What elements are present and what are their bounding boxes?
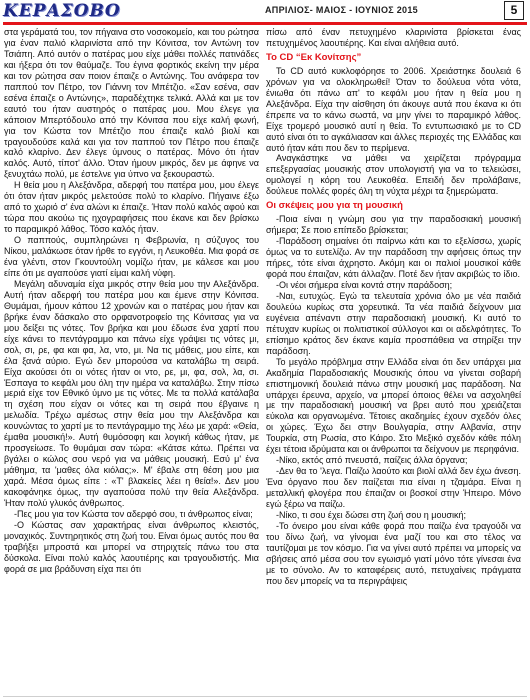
left-paragraph-3: Ο παππούς, συμπληρώνει η Φεβρωνία, η σύζυγος του Νίκου, μαλάκωσε όταν ήρθε το εγγόνι, η Λευκοθέα. Μια φορά σε ένα γλέντι, στον Γκουντούλη νομίζω ήταν, με κάλεσε και μου είπε ότι με αγαπούσε γιατί είμαι καλή νύφη. <box>4 235 259 278</box>
left-column <box>4 27 259 695</box>
thoughts-paragraph-9: -Το όνειρο μου είναι κάθε φορά που παίζω ένα τραγούδι να του δίνω ζωή, να γίνομαι ένα μαζί του και στο τέλος να ταυτίζομαι με τον κόσμο. Για να γίνει αυτό πρέπει να μπορείς να σβήσεις από μέσα σου τον εγωισμό γιατί μόνο τότε γίνεσαι ένα με το σύνολο. Αν το καταφέρεις αυτό, πετυχαίνεις πράγματα που δεν μπορείς να τα περιγράψεις <box>266 520 521 586</box>
left-paragraph-4: Μεγάλη αδυναμία είχα μικρός στην θεία μου την Αλεξάνδρα. Αυτή ήταν αδερφή του πατέρα μου και έμενε στην Κόνιτσα. Θυμάμαι, ήμουν κάπου 12 χρονών και ο πατέρας μου ήταν και βρήκε έναν δάσκαλο στο ορφανοτροφείο της Κόνιτσας για να μου δείξει τις νότες. Τον βρήκα και μου έδωσε ένα χαρτί που είχε κάνει το πεντάγραμμο και πάνω είχε γράψει τις νότες μι, σολ, σι, ρε, φα και φα, λα, ντο, μι. Να τις μάθεις, μου είπε, και έλα ξανά αύριο. Εγώ δεν μπορούσα να καταλάβω τη σειρά. Είχα ακούσει ότι οι νότες ήταν οι ντο, ρε, μι, φα, σολ, λα, σι. Έσπαγα το κεφάλι μου όλη την ημέρα να καταλάβω. Στην πίσω μεριά είχε τον Εθνικό ύμνο με τις νότες. Με τα πολλά κατάλαβα τη σχέση που είχαν οι νότες και τη σειρά που έβγαινε η μελωδία. Τρέχω αμέσως στην θεία μου την Αλεξάνδρα και κουνώντας το χαρτί με το πεντάγραμμο της λέω με χαρά: «Θεία, έμαθα μουσική!». Αυτή θυμόσοφη και λογική κάθως ήταν, με προσγείωσε. Το θυμάμαι σαν τώρα: «Κάτσε κάτω. Πρέπει να βγάλει ο κώλος σου νερό για να μάθεις μουσική. Εσύ μ' ένα μάθημα, τα 'μαθες όλα κιόλας;». Μ' έβαλε στη θέση μου μια χαρά. Μέσα όμως είπε : «Τ' βλακείες λέει η θεία!». Δεν μου κακοφάνηκε όμως, την αγαπούσα πολύ την θεία Αλεξάνδρα. Ήταν πολύ γλυκός άνθρωπος. <box>4 278 259 508</box>
thoughts-paragraph-4: -Ναι, ευτυχώς. Εγώ τα τελευταία χρόνια όλο με νέα παιδιά δουλεύω κυρίως στα χορευτικά. Τα νέα παιδιά δείχνουν μια ευγένεια απέναντι στην παραδοσιακή μουσική. Κι αυτό το πέτυχαν κυρίως οι πολιτιστικοί σύλλογοι και οι αδελφότητες. Το επίσημο κράτος δεν έκανε καμία προσπάθεια να στηρίξει την παράδοση. <box>266 290 521 356</box>
footer-rule <box>3 696 527 697</box>
section-heading-cd: Το CD “Εκ Κονίτσης” <box>266 51 362 63</box>
section-heading-thoughts: Οι σκέψεις μου για τη μουσική <box>266 200 403 212</box>
cd-paragraph-2: Αναγκάστηκε να μάθει να χειρίζεται πρόγραμμα επεξεργασίας μουσικής στον υπολογιστή για να το τελειώσει, ομολογεί η κόρη του Λευκοθέα. Επειδή δεν προλάβαινε, δούλευε πολλές φορές όλη τη νύχτα μέχρι τα ξημερώματα. <box>266 153 521 197</box>
thoughts-paragraph-1: -Ποια είναι η γνώμη σου για την παραδοσιακή μουσική σήμερα; Σε ποιο επίπεδο βρίσκεται; <box>266 214 521 236</box>
left-paragraph-1: στα γεράματά του, τον πήγαινα στο νοσοκομείο, και του ρώτησα για έναν παλιό κλαρινίστα από την Κόνιτσα, τον Αντώνη τον Τσιάπη. Από αυτόν ο πατέρας μου είχε μάθει πολλές πατινάδες και ήξερα ότι τον θαύμαζε. Του έγινα φορτικός εκείνη την μέρα και τον ρώτησα σαν ποιον έπαιζε ο Αντώνης. Του ανάφερα τον παππού τον Πέτρο, τον Γιάννη τον Μπέτζιο. «Σαν εσένα, σαν εσένα έπαιζε ο Αντώνης», παραδέχτηκε τελικά. Αλλά και με τον εαυτό του ήταν αυστηρός ο πατέρας μου. Μου έλεγε για κάποιον Μπερτόδουλο από την Κόνιτσα που είχε καλή φωνή, για τον Κώστα τον Μπέτζιο που έπαιζε καλό βιολί και τραγουδούσε καλά και για τον παππού τον Πέτρο που έπαιζε καλό κλαρίνο. Δεν έλεγε ύμνους ο πατέρας. Μόνο ότι ήταν καλός. Αυτό, τίποτ' άλλο. Όταν ήμουν μικρός, δεν με άφηνε να ξενυχτάω πολύ, με έστελνε για ύπνο να ξεκουραστώ. <box>4 27 259 180</box>
left-paragraph-2: Η θεία μου η Αλεξάνδρα, αδερφή του πατέρα μου, μου έλεγε ότι όταν ήταν μικρός μελετούσε πολύ το κλαρίνο. Πήγαινε έξω από το χωριό σ' ένα αλώνι κι έπαιζε. Ήταν πολύ καλός αφού και τώρα που ακούω τις ηχογραφήσεις που έκανε και δεν βρίσκω το παραμικρό λάθος. Τόσο καλός ήταν. <box>4 180 259 235</box>
header-red-rule <box>3 22 527 25</box>
right-intro-paragraph: πίσω από έναν πετυχημένο κλαρινίστα βρίσκεται ένας πετυχημένος λαουτιέρης. Και είναι αλήθεια αυτό. <box>266 27 521 48</box>
left-paragraph-6: -Ο Κώστας σαν χαρακτήρας είναι άνθρωπος κλειστός, μοναχικός. Συντηρητικός στη ζωή του. Είναι όμως αυτός που θα τραβήξει μπροστά και μπορεί να στηριχτείς πάνω του στα δύσκολα. Είναι πολύ καλός λαουτιέρης και τραγουδιστής. Μια φορά σε μια βράδυνση είχα πει ότι <box>4 519 259 574</box>
right-column <box>266 27 521 695</box>
thoughts-paragraph-5: Το μεγάλο πρόβλημα στην Ελλάδα είναι ότι δεν υπάρχει μια Ακαδημία Παραδοσιακής Μουσικής όπου να γίνεται σοβαρή επιστημονική δουλειά πάνω στην μουσική μας παράδοση. Να υπάρχει έρευνα, αρχείο, να μπορεί όποιος θέλει να ασχοληθεί με την παραδοσιακή μουσική να βρει αυτό που χρειάζεται εύκολα και οργανωμένα. Τέτοιες ακαδημίες έχουν σχεδόν όλες οι χώρες. Έχω δει στην Βουλγαρία, στην Αλβανία, στην Τουρκία, στη Ρωσία, στο Κάιρο. Στο Μεξικό σχεδόν κάθε πόλη έχει τέτοια ιδρύματα και οι άνθρωποι τα δείχνουν με περηφάνια. <box>266 356 521 455</box>
thoughts-paragraph-3: -Οι νέοι σήμερα είναι κοντά στην παράδοση; <box>276 279 453 290</box>
cd-paragraph-1: Το CD αυτό κυκλοφόρησε το 2006. Χρειάστηκε δουλειά 6 χρόνων για να ολοκληρωθεί! Όταν το δούλευα νότα νότα, ένιωθα ότι πάνω απ' το κεφάλι μου ήταν η θεία μου η Αλεξάνδρα. Είχα την αίσθηση ότι άκουγε αυτά που έκανα κι ότι έπρεπε να το κάνω σωστά, να μην γίνει το παραμικρό λάθος. Είχε τρομερό μουσικό αυτί η θεία. Το εντυπωσιακό με το CD αυτό είναι ότι το αγκάλιασαν και άλλες περιοχές της Ελλάδας και αυτό ήταν κάτι που δεν το περίμενα. <box>266 65 521 153</box>
left-paragraph-5: -Πες μου για τον Κώστα τον αδερφό σου, τι άνθρωπος είναι; <box>14 508 253 519</box>
page-number-box: 5 <box>504 1 524 20</box>
thoughts-paragraph-8: -Νίκο, τι σου έχει δώσει στη ζωή σου η μουσική; <box>276 509 466 520</box>
thoughts-paragraph-7: -Δεν θα το 'λεγα. Παίζω λαούτο και βιολί αλλά δεν έχω άνεση. Ένα όργανο που δεν παίζεται πια είναι η τζαμάρα. Είναι η μεταλλική φλογέρα που έπαιζαν οι βοσκοί στην Ήπειρο. Μόνο εγώ ξέρω να παίζω. <box>266 466 521 510</box>
page-header <box>0 0 530 22</box>
thoughts-paragraph-2: -Παράδοση σημαίνει ότι παίρνω κάτι και το εξελίσσω, χωρίς όμως να το ευτελίζω. Αν την παράδοση την αφήσεις όπως την πήρες, τότε είναι άχρηστο. Ακόμη και οι παλιοί μουσικοί κάθε φορά που έπαιζαν, κάτι άλλαζαν. Ποτέ δεν ήταν ακριβώς το ίδιο. <box>266 236 521 280</box>
newsletter-masthead: ΚΕΡΑΣΟΒΟ <box>3 1 121 21</box>
issue-date: ΑΠΡΙΛΙΟΣ- ΜΑΙΟΣ - ΙΟΥΝΙΟΣ 2015 <box>265 5 418 15</box>
thoughts-paragraph-6: -Νίκο, εκτός από πνευστά, παίζεις άλλα όργανα; <box>276 455 468 466</box>
